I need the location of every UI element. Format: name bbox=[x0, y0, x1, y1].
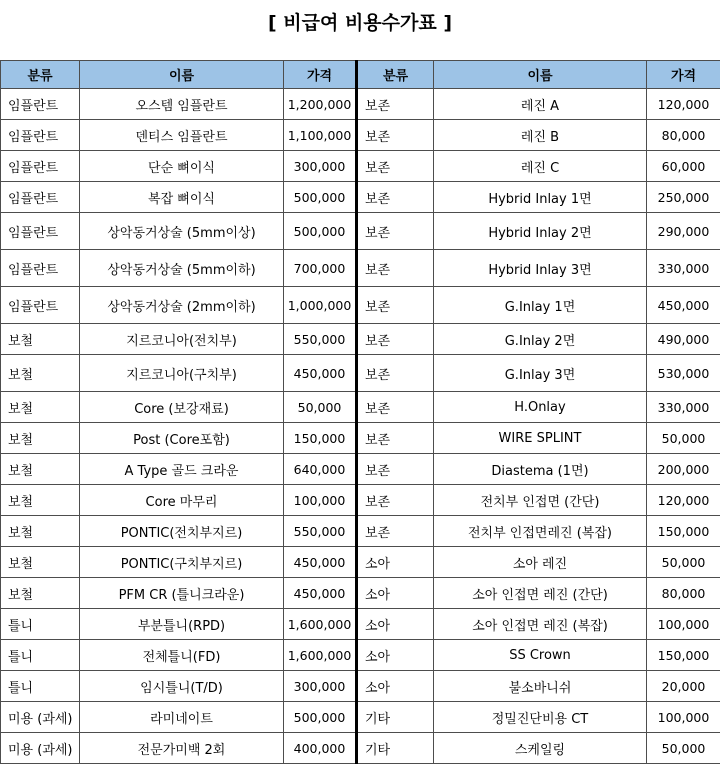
table-row bbox=[1, 324, 720, 355]
category-right: 소아 bbox=[357, 547, 434, 578]
item-name-right: G.Inlay 1면 bbox=[434, 287, 647, 324]
item-name-right: 스케일링 bbox=[434, 733, 647, 764]
category-right: 기타 bbox=[357, 702, 434, 733]
item-name-right: SS Crown bbox=[434, 640, 647, 671]
price-right: 150,000 bbox=[647, 516, 720, 547]
item-name-left: A Type 골드 크라운 bbox=[80, 454, 284, 485]
table-body bbox=[1, 89, 720, 764]
item-name-right: 불소바니쉬 bbox=[434, 671, 647, 702]
item-name-left: PONTIC(전치부지르) bbox=[80, 516, 284, 547]
price-left: 150,000 bbox=[284, 423, 357, 454]
category-left: 보철 bbox=[1, 392, 80, 423]
table-row bbox=[1, 516, 720, 547]
item-name-right: 소아 인접면 레진 (간단) bbox=[434, 578, 647, 609]
price-left: 300,000 bbox=[284, 151, 357, 182]
price-right: 20,000 bbox=[647, 671, 720, 702]
price-right: 50,000 bbox=[647, 423, 720, 454]
price-right: 250,000 bbox=[647, 182, 720, 213]
category-left: 틀니 bbox=[1, 671, 80, 702]
category-left: 보철 bbox=[1, 516, 80, 547]
price-right: 200,000 bbox=[647, 454, 720, 485]
price-right: 150,000 bbox=[647, 640, 720, 671]
category-right: 보존 bbox=[357, 287, 434, 324]
item-name-left: 전문가미백 2회 bbox=[80, 733, 284, 764]
price-right: 490,000 bbox=[647, 324, 720, 355]
price-left: 550,000 bbox=[284, 324, 357, 355]
category-right: 보존 bbox=[357, 324, 434, 355]
item-name-right: Diastema (1면) bbox=[434, 454, 647, 485]
table-header bbox=[1, 61, 720, 89]
price-left: 500,000 bbox=[284, 213, 357, 250]
category-left: 보철 bbox=[1, 454, 80, 485]
category-right: 보존 bbox=[357, 151, 434, 182]
price-left: 1,000,000 bbox=[284, 287, 357, 324]
category-left: 미용 (과세) bbox=[1, 733, 80, 764]
price-table bbox=[0, 60, 720, 764]
item-name-right: 레진 A bbox=[434, 89, 647, 120]
table-row bbox=[1, 423, 720, 454]
category-right: 기타 bbox=[357, 733, 434, 764]
category-right: 보존 bbox=[357, 516, 434, 547]
category-left: 틀니 bbox=[1, 640, 80, 671]
category-right: 보존 bbox=[357, 250, 434, 287]
category-left: 임플란트 bbox=[1, 213, 80, 250]
item-name-left: 상악동거상술 (5mm이상) bbox=[80, 213, 284, 250]
category-left: 보철 bbox=[1, 324, 80, 355]
table-row bbox=[1, 89, 720, 120]
category-right: 소아 bbox=[357, 578, 434, 609]
table-row bbox=[1, 547, 720, 578]
header-name-right: 이름 bbox=[434, 61, 647, 89]
item-name-left: 오스템 임플란트 bbox=[80, 89, 284, 120]
item-name-right: G.Inlay 2면 bbox=[434, 324, 647, 355]
price-left: 1,200,000 bbox=[284, 89, 357, 120]
price-right: 50,000 bbox=[647, 733, 720, 764]
price-right: 100,000 bbox=[647, 609, 720, 640]
item-name-right: 전치부 인접면레진 (복잡) bbox=[434, 516, 647, 547]
item-name-left: Post (Core포함) bbox=[80, 423, 284, 454]
item-name-left: 부분틀니(RPD) bbox=[80, 609, 284, 640]
price-right: 100,000 bbox=[647, 702, 720, 733]
item-name-left: 지르코니아(전치부) bbox=[80, 324, 284, 355]
header-category-left: 분류 bbox=[1, 61, 80, 89]
item-name-right: WIRE SPLINT bbox=[434, 423, 647, 454]
category-left: 보철 bbox=[1, 547, 80, 578]
price-right: 330,000 bbox=[647, 250, 720, 287]
item-name-left: PFM CR (틀니크라운) bbox=[80, 578, 284, 609]
category-left: 보철 bbox=[1, 578, 80, 609]
header-category-right: 분류 bbox=[357, 61, 434, 89]
price-right: 120,000 bbox=[647, 89, 720, 120]
item-name-left: Core 마무리 bbox=[80, 485, 284, 516]
item-name-right: Hybrid Inlay 2면 bbox=[434, 213, 647, 250]
item-name-left: 라미네이트 bbox=[80, 702, 284, 733]
table-row bbox=[1, 733, 720, 764]
category-right: 보존 bbox=[357, 485, 434, 516]
category-left: 임플란트 bbox=[1, 250, 80, 287]
category-right: 보존 bbox=[357, 454, 434, 485]
table-row bbox=[1, 120, 720, 151]
price-left: 100,000 bbox=[284, 485, 357, 516]
category-right: 보존 bbox=[357, 120, 434, 151]
category-right: 소아 bbox=[357, 609, 434, 640]
price-left: 550,000 bbox=[284, 516, 357, 547]
price-left: 300,000 bbox=[284, 671, 357, 702]
category-right: 소아 bbox=[357, 671, 434, 702]
table-row bbox=[1, 485, 720, 516]
item-name-right: 소아 인접면 레진 (복잡) bbox=[434, 609, 647, 640]
item-name-left: 복잡 뼈이식 bbox=[80, 182, 284, 213]
category-left: 임플란트 bbox=[1, 89, 80, 120]
price-right: 450,000 bbox=[647, 287, 720, 324]
item-name-left: 지르코니아(구치부) bbox=[80, 355, 284, 392]
category-left: 보철 bbox=[1, 485, 80, 516]
header-name-left: 이름 bbox=[80, 61, 284, 89]
price-right: 80,000 bbox=[647, 578, 720, 609]
table-row bbox=[1, 182, 720, 213]
item-name-right: G.Inlay 3면 bbox=[434, 355, 647, 392]
table-row bbox=[1, 250, 720, 287]
category-right: 보존 bbox=[357, 182, 434, 213]
page-title: [ 비급여 비용수가표 ] bbox=[267, 12, 453, 34]
price-right: 60,000 bbox=[647, 151, 720, 182]
table-row bbox=[1, 609, 720, 640]
item-name-left: 임시틀니(T/D) bbox=[80, 671, 284, 702]
header-row bbox=[1, 61, 720, 89]
category-right: 보존 bbox=[357, 423, 434, 454]
price-right: 50,000 bbox=[647, 547, 720, 578]
category-left: 임플란트 bbox=[1, 120, 80, 151]
table-row bbox=[1, 454, 720, 485]
item-name-right: Hybrid Inlay 3면 bbox=[434, 250, 647, 287]
item-name-right: 정밀진단비용 CT bbox=[434, 702, 647, 733]
price-left: 450,000 bbox=[284, 578, 357, 609]
table-row bbox=[1, 355, 720, 392]
header-price-right: 가격 bbox=[647, 61, 720, 89]
item-name-right: 레진 B bbox=[434, 120, 647, 151]
category-right: 보존 bbox=[357, 89, 434, 120]
table-row bbox=[1, 287, 720, 324]
category-right: 보존 bbox=[357, 392, 434, 423]
price-right: 530,000 bbox=[647, 355, 720, 392]
category-left: 보철 bbox=[1, 355, 80, 392]
price-left: 1,600,000 bbox=[284, 609, 357, 640]
category-right: 보존 bbox=[357, 213, 434, 250]
table-row bbox=[1, 671, 720, 702]
table-row bbox=[1, 392, 720, 423]
price-left: 700,000 bbox=[284, 250, 357, 287]
header-price-left: 가격 bbox=[284, 61, 357, 89]
table-row bbox=[1, 213, 720, 250]
item-name-right: 소아 레진 bbox=[434, 547, 647, 578]
price-left: 450,000 bbox=[284, 355, 357, 392]
item-name-right: 전치부 인접면 (간단) bbox=[434, 485, 647, 516]
item-name-left: 단순 뼈이식 bbox=[80, 151, 284, 182]
item-name-left: 상악동거상술 (5mm이하) bbox=[80, 250, 284, 287]
category-left: 미용 (과세) bbox=[1, 702, 80, 733]
price-right: 290,000 bbox=[647, 213, 720, 250]
price-left: 1,600,000 bbox=[284, 640, 357, 671]
price-left: 450,000 bbox=[284, 547, 357, 578]
price-right: 80,000 bbox=[647, 120, 720, 151]
item-name-left: 덴티스 임플란트 bbox=[80, 120, 284, 151]
table-row bbox=[1, 640, 720, 671]
category-left: 틀니 bbox=[1, 609, 80, 640]
item-name-right: 레진 C bbox=[434, 151, 647, 182]
price-left: 50,000 bbox=[284, 392, 357, 423]
item-name-right: Hybrid Inlay 1면 bbox=[434, 182, 647, 213]
price-right: 330,000 bbox=[647, 392, 720, 423]
price-left: 500,000 bbox=[284, 702, 357, 733]
price-left: 500,000 bbox=[284, 182, 357, 213]
category-left: 보철 bbox=[1, 423, 80, 454]
price-left: 640,000 bbox=[284, 454, 357, 485]
table-row bbox=[1, 151, 720, 182]
price-left: 1,100,000 bbox=[284, 120, 357, 151]
category-right: 보존 bbox=[357, 355, 434, 392]
price-right: 120,000 bbox=[647, 485, 720, 516]
table-row bbox=[1, 578, 720, 609]
price-left: 400,000 bbox=[284, 733, 357, 764]
item-name-right: H.Onlay bbox=[434, 392, 647, 423]
item-name-left: 상악동거상술 (2mm이하) bbox=[80, 287, 284, 324]
item-name-left: 전체틀니(FD) bbox=[80, 640, 284, 671]
category-left: 임플란트 bbox=[1, 182, 80, 213]
category-left: 임플란트 bbox=[1, 287, 80, 324]
item-name-left: Core (보강재료) bbox=[80, 392, 284, 423]
item-name-left: PONTIC(구치부지르) bbox=[80, 547, 284, 578]
category-left: 임플란트 bbox=[1, 151, 80, 182]
category-right: 소아 bbox=[357, 640, 434, 671]
table-row bbox=[1, 702, 720, 733]
